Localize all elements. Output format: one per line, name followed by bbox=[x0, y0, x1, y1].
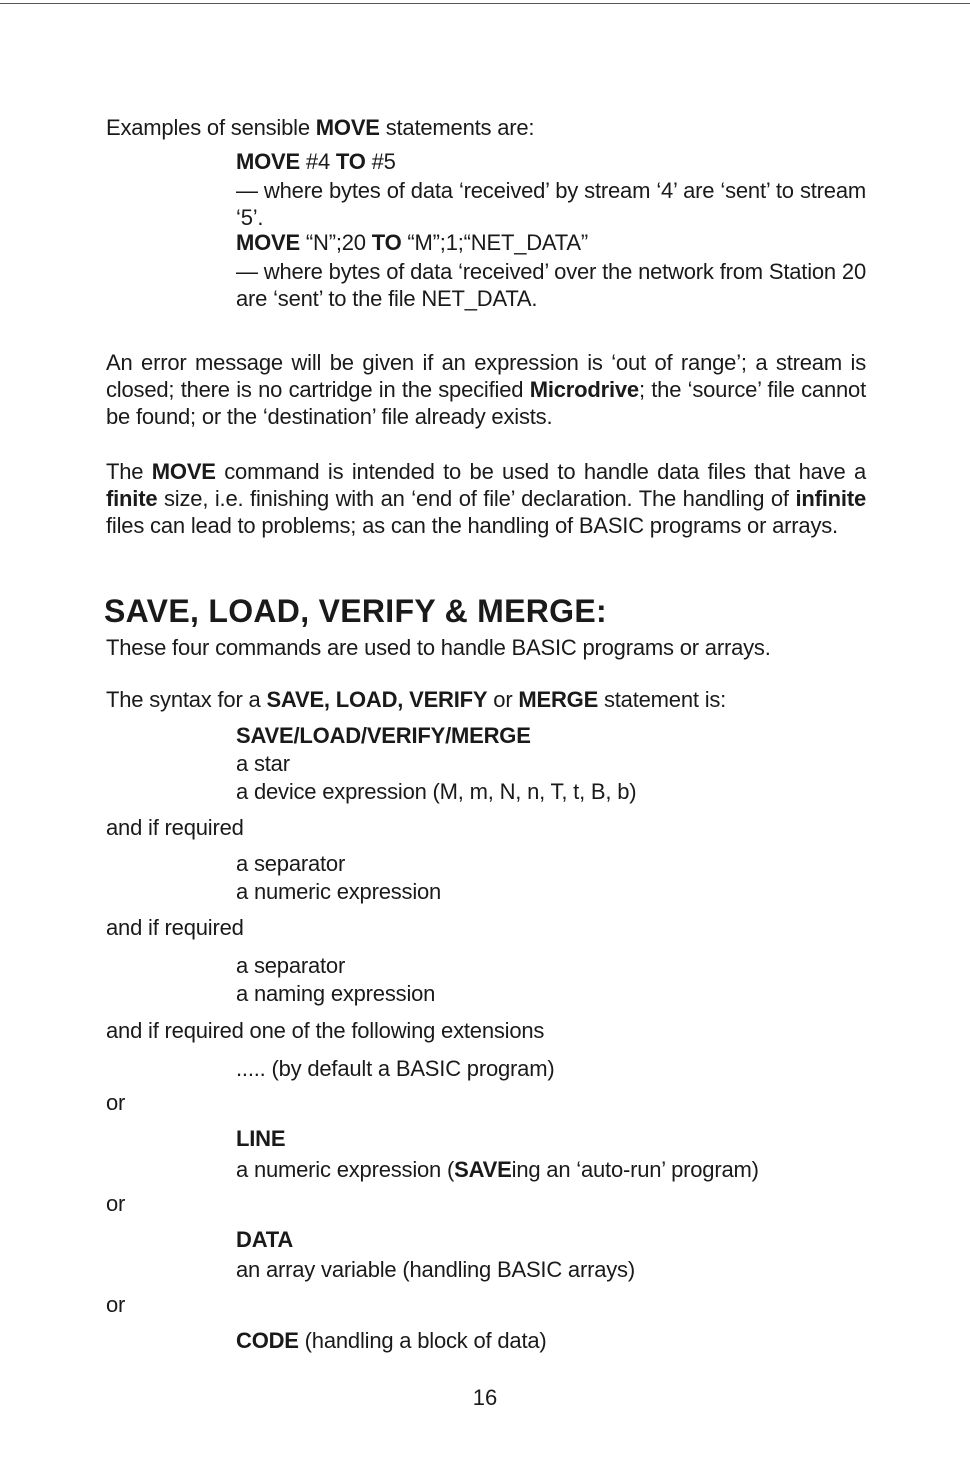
syntax-naming-expression: a naming expression bbox=[236, 981, 436, 1006]
move-example-2-desc: — where bytes of data ‘received’ over the network from Station 20 are ‘sent’ to the file NET_DATA. bbox=[236, 259, 866, 311]
top-rule bbox=[0, 3, 970, 4]
and-if-required-extensions: and if required one of the following extensions bbox=[106, 1018, 545, 1043]
move-example-1: MOVE #4 TO #5 bbox=[236, 149, 396, 174]
extension-line-desc: a numeric expression (SAVEing an ‘auto-run’ program) bbox=[236, 1157, 759, 1182]
syntax-numeric-expression: a numeric expression bbox=[236, 879, 442, 904]
extension-data-keyword: DATA bbox=[236, 1227, 294, 1252]
page-number: 16 bbox=[472, 1385, 498, 1410]
syntax-separator-2: a separator bbox=[236, 953, 346, 978]
save-syntax-intro: The syntax for a SAVE, LOAD, VERIFY or MERGE statement is: bbox=[106, 687, 727, 712]
extension-data-desc: an array variable (handling BASIC arrays) bbox=[236, 1257, 635, 1282]
section-heading: SAVE, LOAD, VERIFY & MERGE: bbox=[104, 593, 607, 629]
extension-code: CODE (handling a block of data) bbox=[236, 1328, 547, 1353]
save-intro: These four commands are used to handle BASIC programs or arrays. bbox=[106, 635, 771, 660]
syntax-separator-1: a separator bbox=[236, 851, 346, 876]
extension-default: ..... (by default a BASIC program) bbox=[236, 1056, 555, 1081]
and-if-required-2: and if required bbox=[106, 915, 244, 940]
syntax-command: SAVE/LOAD/VERIFY/MERGE bbox=[236, 723, 531, 748]
extension-line-keyword: LINE bbox=[236, 1126, 286, 1151]
or-3: or bbox=[106, 1292, 126, 1317]
syntax-star: a star bbox=[236, 751, 290, 776]
move-examples-intro: Examples of sensible MOVE statements are: bbox=[106, 115, 535, 140]
move-example-1-desc: — where bytes of data ‘received’ by stream ‘4’ are ‘sent’ to stream ‘5’. bbox=[236, 178, 866, 230]
move-finite-paragraph: The MOVE command is intended to be used to handle data files that have a finite size, i.e. finishing with an ‘end of file’ declaration. The handling of infinite files can lead to problems; as can the handling of BASIC programs or arrays. bbox=[106, 459, 866, 538]
move-example-2: MOVE “N”;20 TO “M”;1;“NET_DATA” bbox=[236, 230, 588, 255]
or-1: or bbox=[106, 1090, 126, 1115]
and-if-required-1: and if required bbox=[106, 815, 244, 840]
or-2: or bbox=[106, 1191, 126, 1216]
syntax-device-expression: a device expression (M, m, N, n, T, t, B, b) bbox=[236, 779, 637, 804]
move-error-paragraph: An error message will be given if an expression is ‘out of range’; a stream is closed; there is no cartridge in the specified Microdrive; the ‘source’ file cannot be found; or the ‘destination’ file already exists. bbox=[106, 350, 866, 429]
